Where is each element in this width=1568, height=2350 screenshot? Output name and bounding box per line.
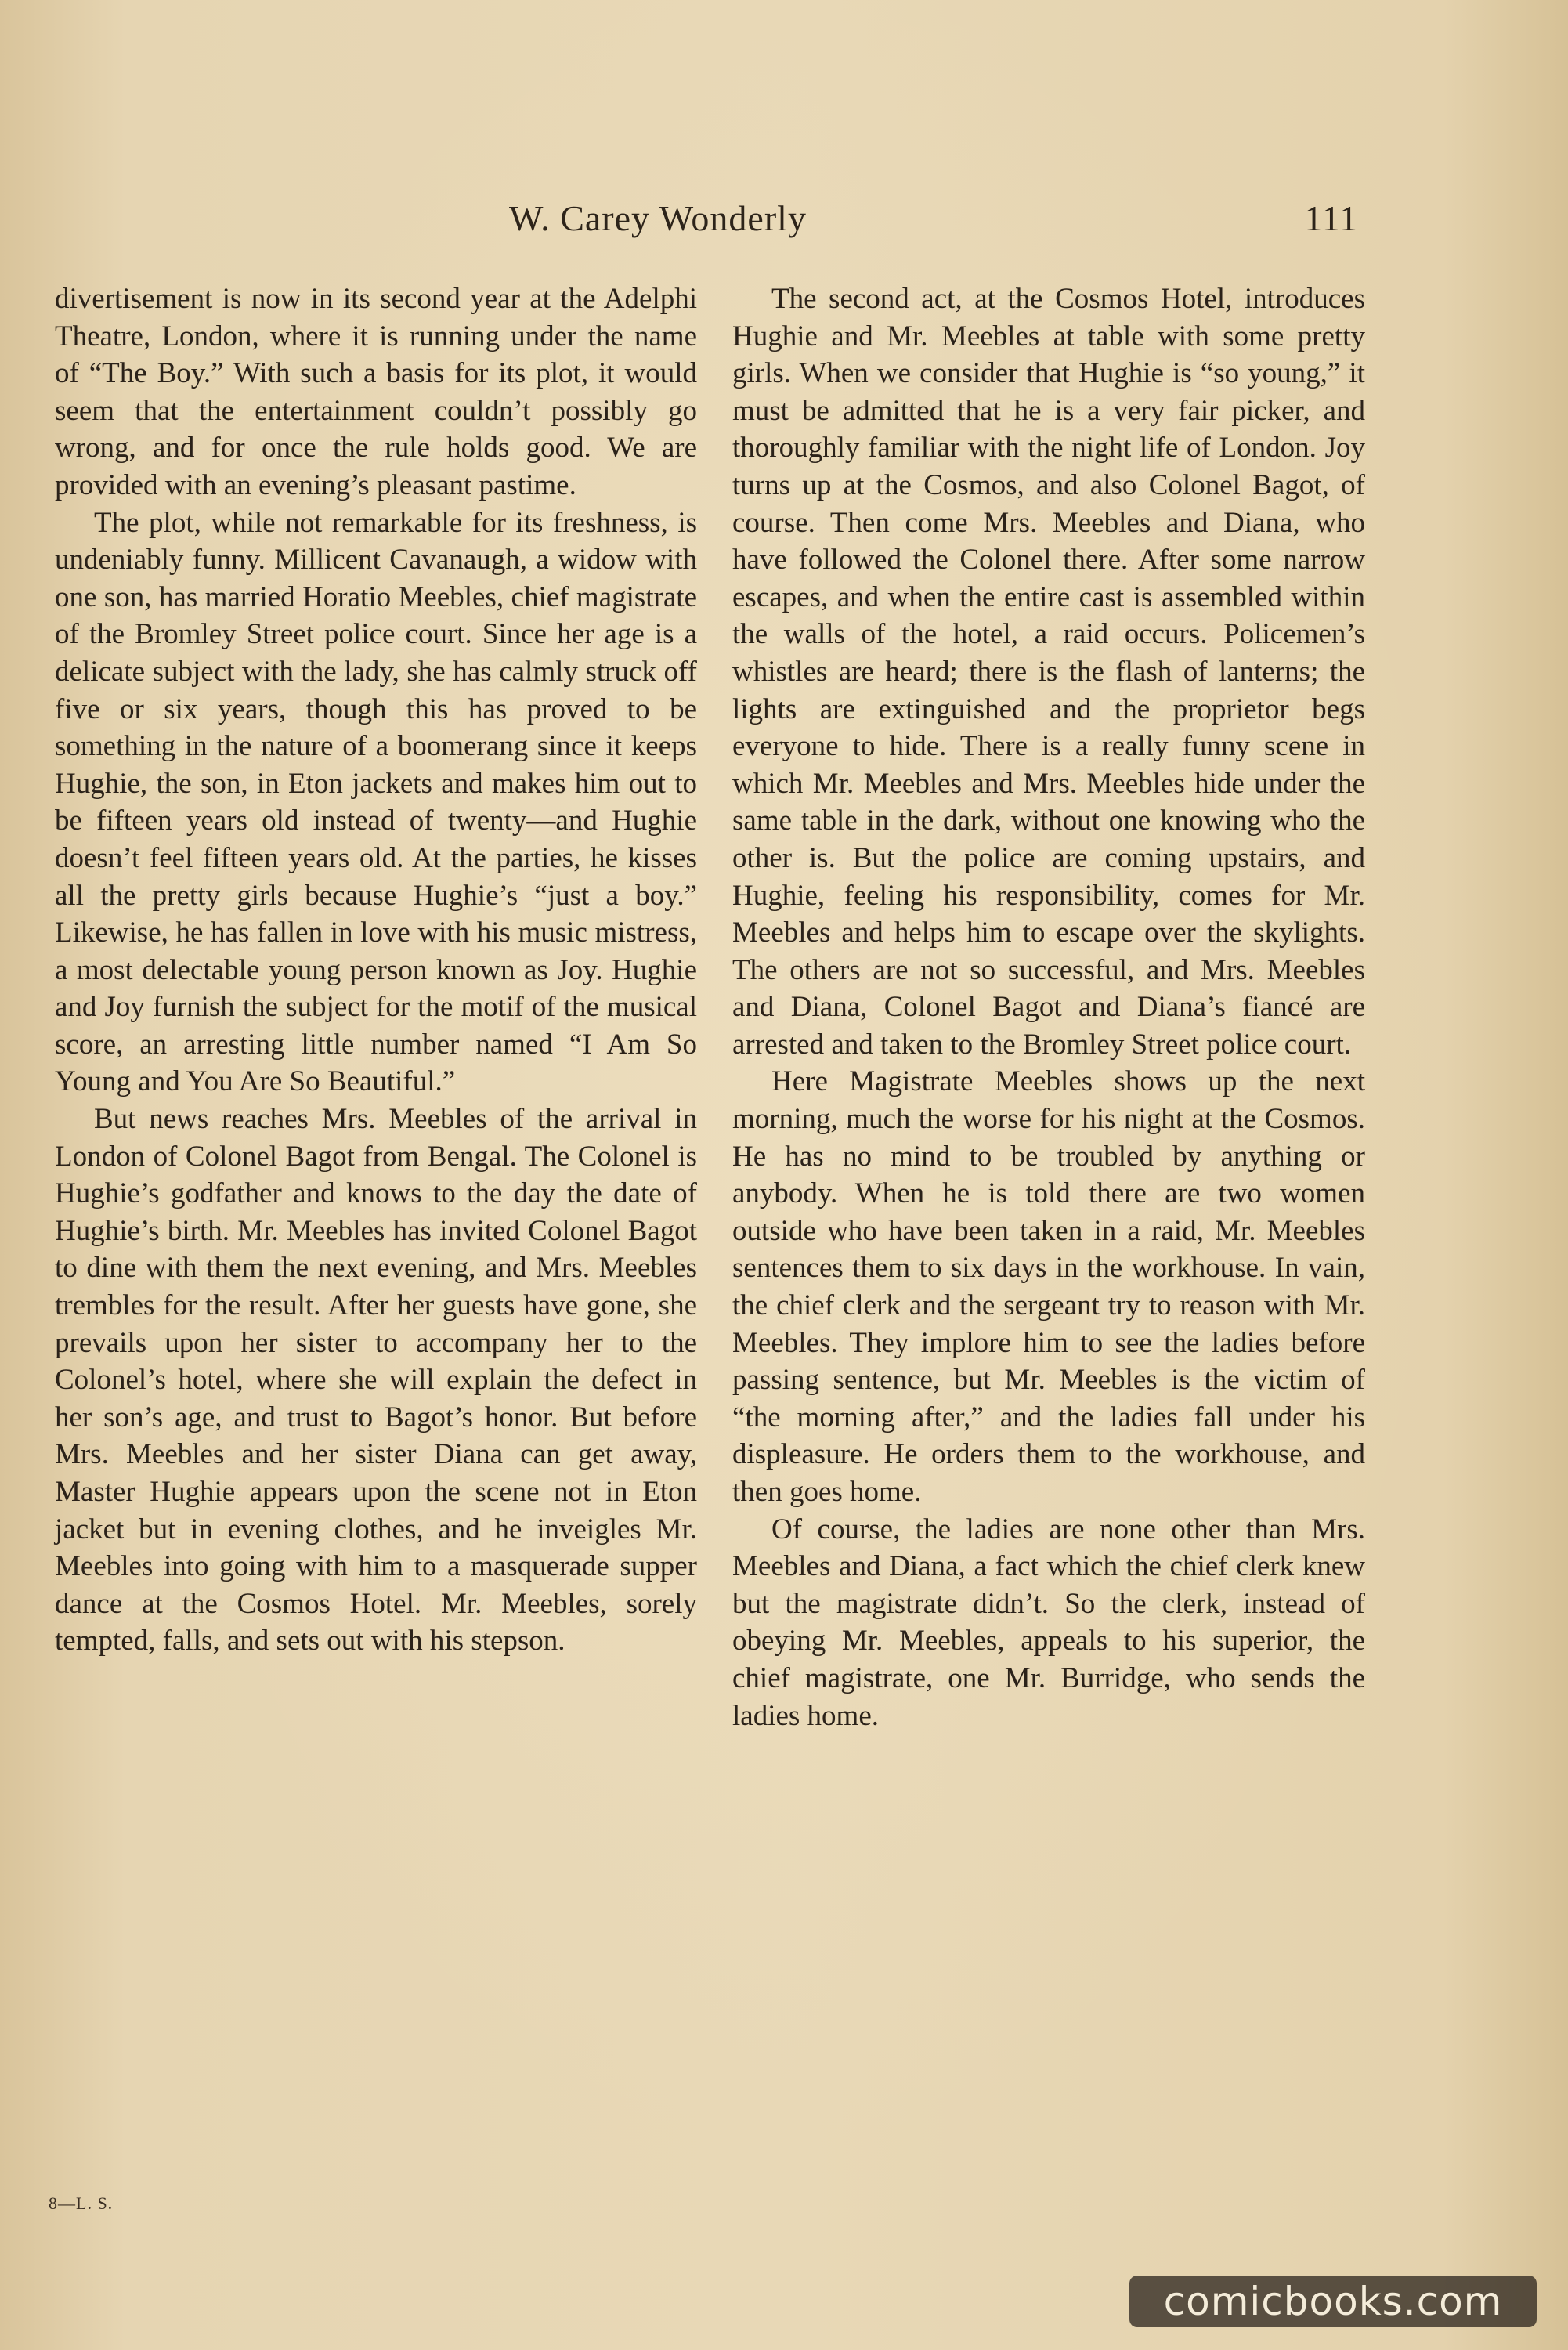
running-head: W. Carey Wonderly bbox=[509, 198, 807, 238]
paragraph: The second act, at the Cosmos Hotel, introduces Hughie and Mr. Meebles at table with some pretty girls. When we consider that Hughie is “so young,” it must be admitted that he is a very fair picker, and thoroughly familiar with the night life of London. Joy turns up at the Cosmos, and also Colonel Bagot, of course. Then come Mrs. Meebles and Diana, who have followed the Colonel there. After some narrow escapes, and when the entire cast is assembled within the walls of the hotel, a raid occurs. Policemen’s whistles are heard; there is the flash of lanterns; the lights are extinguished and the proprietor begs everyone to hide. There is a really funny scene in which Mr. Meebles and Mrs. Meebles hide under the same table in the dark, without one knowing who the other is. But the police are coming upstairs, and Hughie, feeling his responsibility, comes for Mr. Meebles and helps him to escape over the skylights. The others are not so successful, and Mrs. Meebles and Diana, Colonel Bagot and Diana’s fiancé are arrested and taken to the Bromley Street police court. bbox=[732, 283, 1365, 1061]
page-header bbox=[0, 197, 1568, 252]
paragraph: Here Magistrate Meebles shows up the next morning, much the worse for his night at the Cosmos. He has no mind to be troubled by anything or anybody. When he is told there are two women outside who have been taken in a raid, Mr. Meebles sentences them to six days in the workhouse. In vain, the chief clerk and the sergeant try to reason with Mr. Meebles. They implore him to see the ladies before passing sentence, but Mr. Meebles is the victim of “the morning after,” and the ladies fall under his displeasure. He orders them to the workhouse, and then goes home. bbox=[732, 1065, 1365, 1508]
paragraph: The plot, while not remarkable for its freshness, is undeniably funny. Millicent Cavanaugh, a widow with one son, has married Horatio Meebles, chief magistrate of the Bromley Street police court. Since her age is a delicate subject with the lady, she has calmly struck off five or six years, though this has proved to be something in the nature of a boomerang since it keeps Hughie, the son, in Eton jackets and makes him out to be fifteen years old instead of twenty—and Hughie doesn’t feel fifteen years old. At the parties, he kisses all the pretty girls because Hughie’s “just a boy.” Likewise, he has fallen in love with his music mistress, a most delectable young person known as Joy. Hughie and Joy furnish the subject for the motif of the musical score, an arresting little number named “I Am So Young and You Are So Beautiful.” bbox=[55, 506, 697, 1098]
page-number: 111 bbox=[1304, 198, 1358, 238]
right-column bbox=[732, 280, 1365, 1734]
paragraph: Of course, the ladies are none other than Mrs. Meebles and Diana, a fact which the chief clerk knew but the magistrate didn’t. So the clerk, instead of obeying Mr. Meebles, appeals to his superior, the chief magistrate, one Mr. Burridge, who sends the ladies home. bbox=[732, 1513, 1365, 1732]
watermark-logo: comicbooks.com bbox=[1129, 2276, 1537, 2327]
paragraph: divertisement is now in its second year at the Adelphi Theatre, London, where it is running under the name of “The Boy.” With such a basis for its plot, it would seem that the entertainment couldn’t possibly go wrong, and for once the rule holds good. We are provided with an evening’s pleasant pastime. bbox=[55, 283, 697, 501]
signature-mark: 8—L. S. bbox=[49, 2193, 114, 2213]
left-column bbox=[55, 280, 697, 1660]
paragraph: But news reaches Mrs. Meebles of the arrival in London of Colonel Bagot from Bengal. The Colonel is Hughie’s godfather and knows to the day the date of Hughie’s birth. Mr. Meebles has invited Colonel Bagot to dine with them the next evening, and Mrs. Meebles trembles for the result. After her guests have gone, she prevails upon her sister to accompany her to the Colonel’s hotel, where she will explain the defect in her son’s age, and trust to Bagot’s honor. But before Mrs. Meebles and her sister Diana can get away, Master Hughie appears upon the scene not in Eton jacket but in evening clothes, and he inveigles Mr. Meebles into going with him to a masquerade supper dance at the Cosmos Hotel. Mr. Meebles, sorely tempted, falls, and sets out with his stepson. bbox=[55, 1103, 697, 1658]
